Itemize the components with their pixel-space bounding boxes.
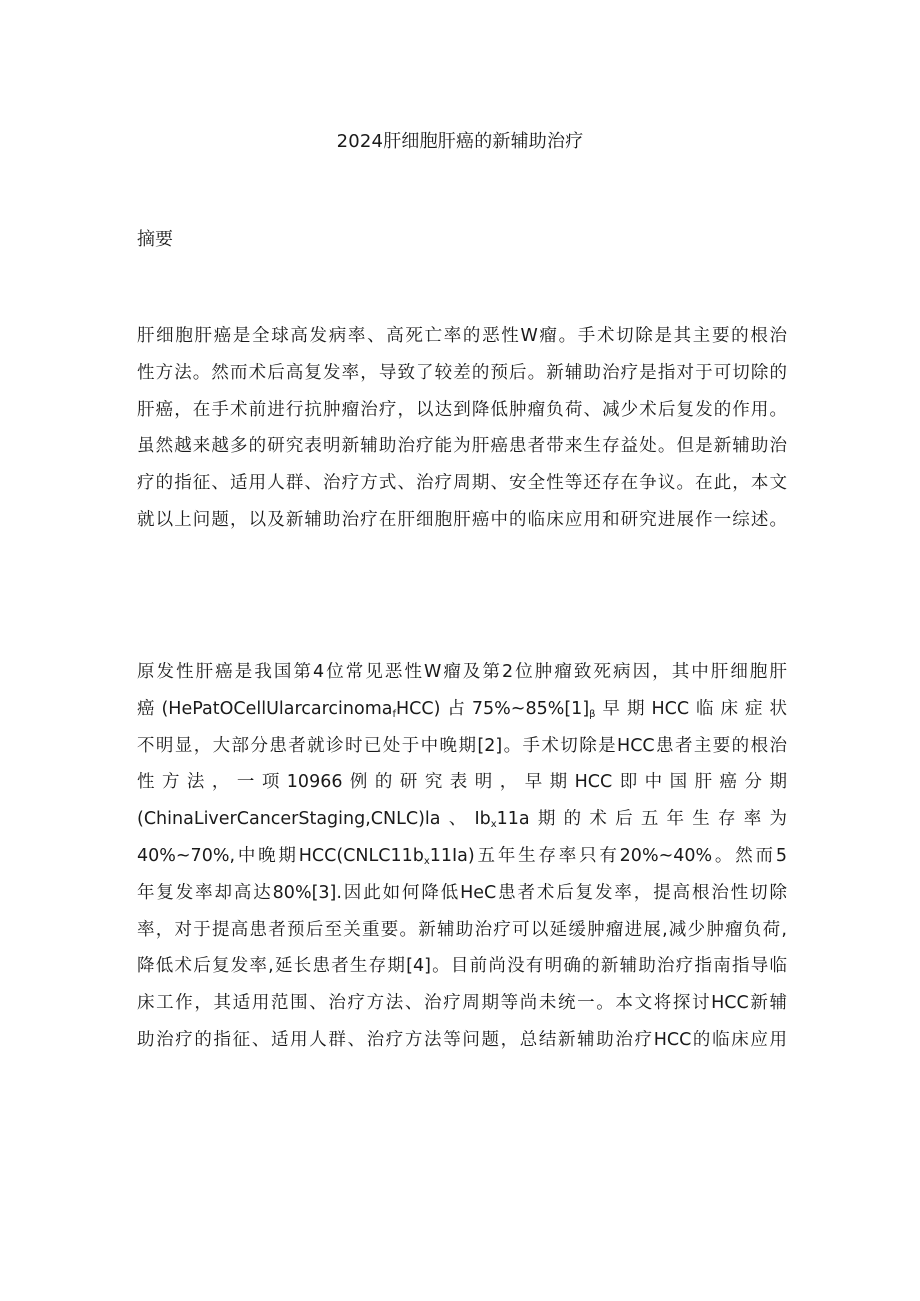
abstract-line: 就以上问题，以及新辅助治疗在肝细胞肝癌中的临床应用和研究进展作一综述。	[137, 509, 787, 530]
intro-text: HCC)占75%~85%[1]	[396, 698, 590, 719]
intro-text: 早期HCC临床症状	[595, 698, 787, 719]
subscript: x	[490, 819, 497, 831]
intro-line: 助治疗的指征、适用人群、治疗方法等问题，总结新辅助治疗HCC的临床应用	[137, 1029, 787, 1050]
intro-text: 40%~70%,中晚期HCC(CNLC11b	[137, 845, 424, 866]
abstract-line: 疗的指征、适用人群、治疗方式、治疗周期、安全性等还存在争议。在此，本文	[137, 473, 787, 494]
document-title: 2024肝细胞肝癌的新辅助治疗	[336, 131, 584, 152]
subscript: x	[423, 855, 430, 867]
abstract-line: 性方法。然而术后高复发率，导致了较差的预后。新辅助治疗是指对于可切除的	[137, 362, 787, 383]
intro-text: 11Ia)五年生存率只有20%~40%。然而5	[429, 845, 787, 866]
intro-line	[137, 691, 787, 728]
intro-line: 床工作，其适用范围、治疗方法、治疗周期等尚未统一。本文将探讨HCC新辅	[137, 993, 787, 1014]
intro-text: 癌(HePatOCellUlarcarcinoma	[137, 698, 393, 719]
abstract-line: 肝癌，在手术前进行抗肿瘤治疗，以达到降低肿瘤负荷、减少术后复发的作用。	[137, 399, 787, 420]
intro-line	[137, 838, 787, 875]
abstract-line: 肝细胞肝癌是全球高发病率、高死亡率的恶性W瘤。手术切除是其主要的根治	[137, 326, 787, 346]
subscript: f	[392, 708, 397, 720]
abstract-line: 虽然越来越多的研究表明新辅助治疗能为肝癌患者带来生存益处。但是新辅助治	[137, 436, 787, 457]
intro-line: 率，对于提高患者预后至关重要。新辅助治疗可以延缓肿瘤进展,减少肿瘤负荷,	[137, 919, 787, 940]
subscript: β	[589, 708, 596, 720]
abstract-heading: 摘要	[137, 229, 173, 250]
intro-line: 不明显，大部分患者就诊时已处于中晚期[2]。手术切除是HCC患者主要的根治	[137, 735, 787, 756]
abstract-paragraph	[137, 318, 787, 539]
intro-text: 11a期的术后五年生存率为	[496, 809, 787, 830]
intro-line	[137, 801, 787, 838]
intro-paragraph	[137, 654, 787, 1059]
intro-line: 降低术后复发率,延长患者生存期[4]。目前尚没有明确的新辅助治疗指南指导临	[137, 956, 787, 977]
intro-text: (ChinaLiverCancerStaging,CNLC)la、Ib	[137, 809, 491, 830]
intro-line: 原发性肝癌是我国第4位常见恶性W瘤及第2位肿瘤致死病因，其中肝细胞肝	[137, 662, 787, 682]
intro-line: 性方法，一项10966例的研究表明，早期HCC即中国肝癌分期	[137, 772, 787, 793]
intro-line: 年复发率却高达80%[3].因此如何降低HeC患者术后复发率，提高根治性切除	[137, 882, 787, 903]
